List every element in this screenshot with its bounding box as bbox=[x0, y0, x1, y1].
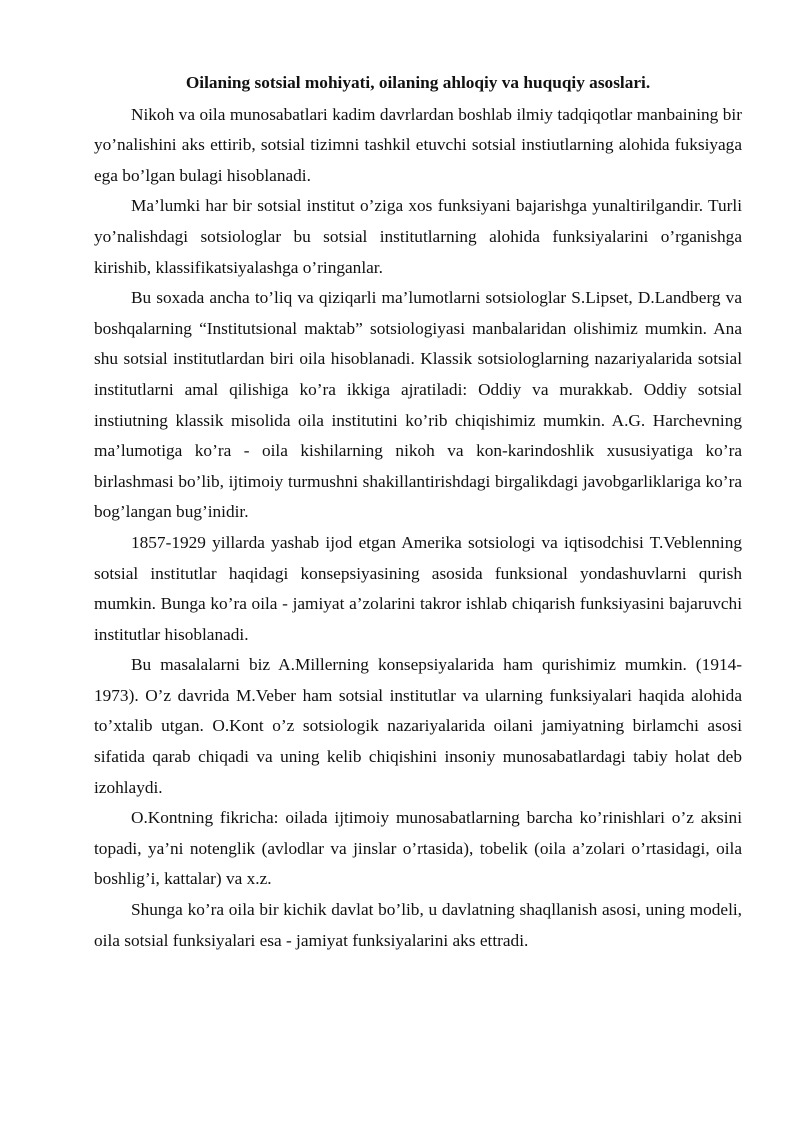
paragraph-7: Shunga ko’ra oila bir kichik davlat bo’lib, u davlatning shaqllanish asosi, uning modeli, oila sotsial funksiyalari esa - jamiyat funksiyalarini aks ettradi. bbox=[94, 900, 742, 950]
paragraph-5: Bu masalalarni biz A.Millerning konsepsiyalarida ham qurishimiz mumkin. (1914-1973). O’z davrida M.Veber ham sotsial institutlar va ularning funksiyalari haqida alohida to’xtalib utgan. O.Kont o’z sotsiologik nazariyalarida oilani jamiyatning birlamchi asosi sifatida qarab chiqadi va uning kelib chiqishini insoniy munosabatlardagi tabiy holat deb izohlaydi. bbox=[94, 655, 742, 797]
paragraph-1: Nikoh va oila munosabatlari kadim davrlardan boshlab ilmiy tadqiqotlar manbaining bir yo’nalishini aks ettirib, sotsial tizimni tashkil etuvchi sotsial instiutlarning alohida fuksiyaga ega bo’lgan bulagi hisoblanadi. bbox=[94, 104, 742, 185]
paragraph-4: 1857-1929 yillarda yashab ijod etgan Amerika sotsiologi va iqtisodchisi T.Veblenning sotsial institutlar haqidagi konsepsiyasining asosida funksional yondashuvlarni qurish mumkin. Bunga ko’ra oila - jamiyat a’zolarini takror ishlab chiqarish funksiyasini bajaruvchi institutlar hisoblanadi. bbox=[94, 532, 742, 644]
paragraph-6: O.Kontning fikricha: oilada ijtimoiy munosabatlarning barcha ko’rinishlari o’z aksini topadi, ya’ni notenglik (avlodlar va jinslar o’rtasida), tobelik (oila a’zolari o’rtasidagi, oila boshlig’i, kattalar) va x.z. bbox=[94, 808, 742, 889]
document-title: Oilaning sotsial mohiyati, oilaning ahloqiy va huquqiy asoslari. bbox=[185, 73, 651, 92]
document-page bbox=[94, 68, 742, 956]
paragraph-2: Ma’lumki har bir sotsial institut o’ziga xos funksiyani bajarishga yunaltirilgandir. Turli yo’nalishdagi sotsiologlar bu sotsial institutlarning alohida funksiyalarini o’rganishga kirishib, klassifikatsiyalashga o’ringanlar. bbox=[94, 196, 742, 277]
paragraph-3: Bu soxada ancha to’liq va qiziqarli ma’lumotlarni sotsiologlar S.Lipset, D.Landberg va boshqalarning “Institutsional maktab” sotsiologiyasi manbalaridan olishimiz mumkin. Ana shu sotsial institutlardan biri oila hisoblanadi. Klassik sotsiologlarning nazariyalarida sotsial institutlarni amal qilishiga ko’ra ikkiga ajratiladi: Oddiy va murakkab. Oddiy sotsial instiutning klassik misolida oila institutini ko’rib chiqishimiz mumkin. A.G. Harchevning ma’lumotiga ko’ra - oila kishilarning nikoh va kon-karindoshlik xususiyatiga ko’ra birlashmasi bo’lib, ijtimoiy turmushni shakillantirishdagi birgalikdagi javobgarliklariga ko’ra bog’langan bug’inidir. bbox=[94, 288, 742, 522]
